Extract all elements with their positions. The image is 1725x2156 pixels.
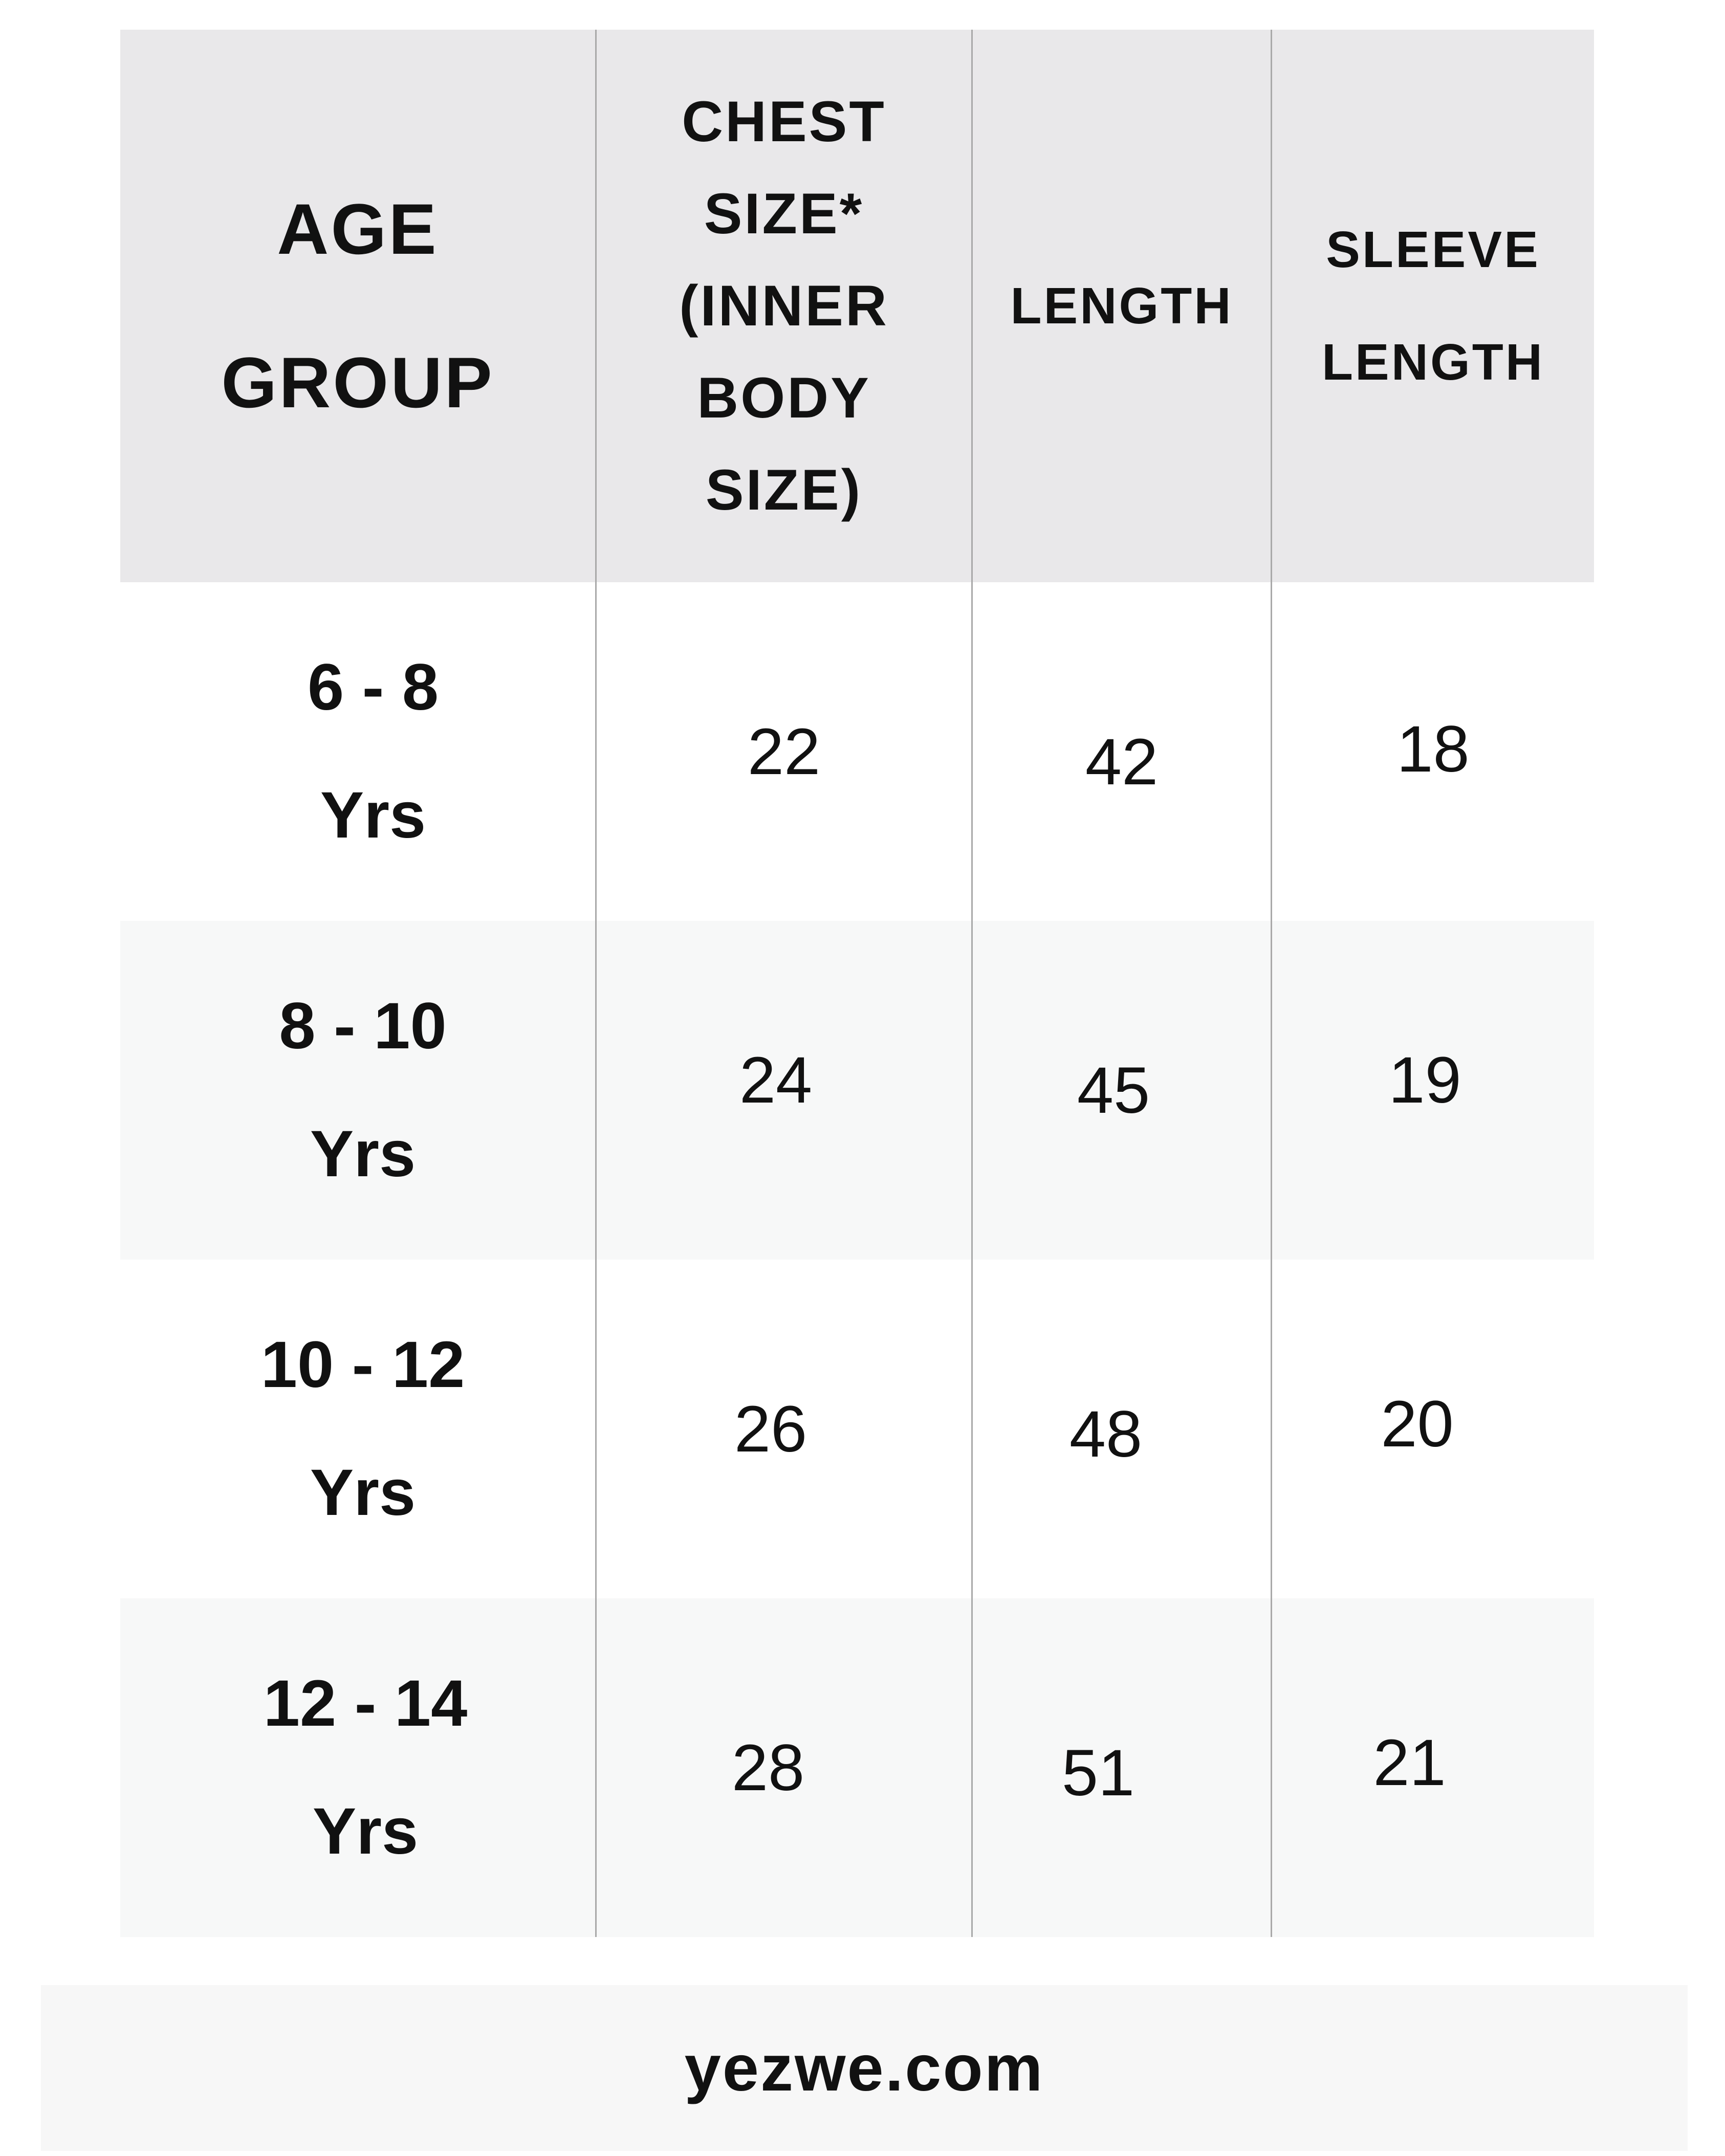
row-length: 45: [1077, 1053, 1150, 1127]
size-chart-table: [120, 30, 1594, 1937]
row-age-group: 12 - 14 Yrs: [263, 1667, 468, 1868]
row-age-group: 6 - 8 Yrs: [307, 651, 439, 852]
row-chest-size: 28: [731, 1731, 805, 1805]
header-length: LENGTH: [1010, 277, 1233, 335]
header-chest-size: CHEST SIZE* (INNER BODY SIZE): [679, 90, 889, 522]
row-length: 48: [1069, 1397, 1143, 1471]
header-age-group: AGE GROUP: [221, 189, 494, 423]
website-link[interactable]: yezwe.com: [684, 2031, 1044, 2105]
row-sleeve-length: 19: [1388, 1043, 1461, 1117]
footer-banner: [41, 1985, 1688, 2151]
row-sleeve-length: 18: [1396, 712, 1470, 786]
row-sleeve-length: 20: [1381, 1387, 1454, 1461]
row-length: 51: [1061, 1736, 1135, 1810]
row-chest-size: 22: [747, 715, 821, 788]
row-age-group: 8 - 10 Yrs: [279, 989, 447, 1191]
row-chest-size: 24: [739, 1043, 813, 1117]
row-age-group: 10 - 12 Yrs: [260, 1328, 465, 1529]
row-chest-size: 26: [734, 1392, 807, 1466]
header-sleeve-length: SLEEVE LENGTH: [1321, 221, 1545, 391]
row-length: 42: [1085, 725, 1159, 799]
row-sleeve-length: 21: [1373, 1726, 1446, 1799]
